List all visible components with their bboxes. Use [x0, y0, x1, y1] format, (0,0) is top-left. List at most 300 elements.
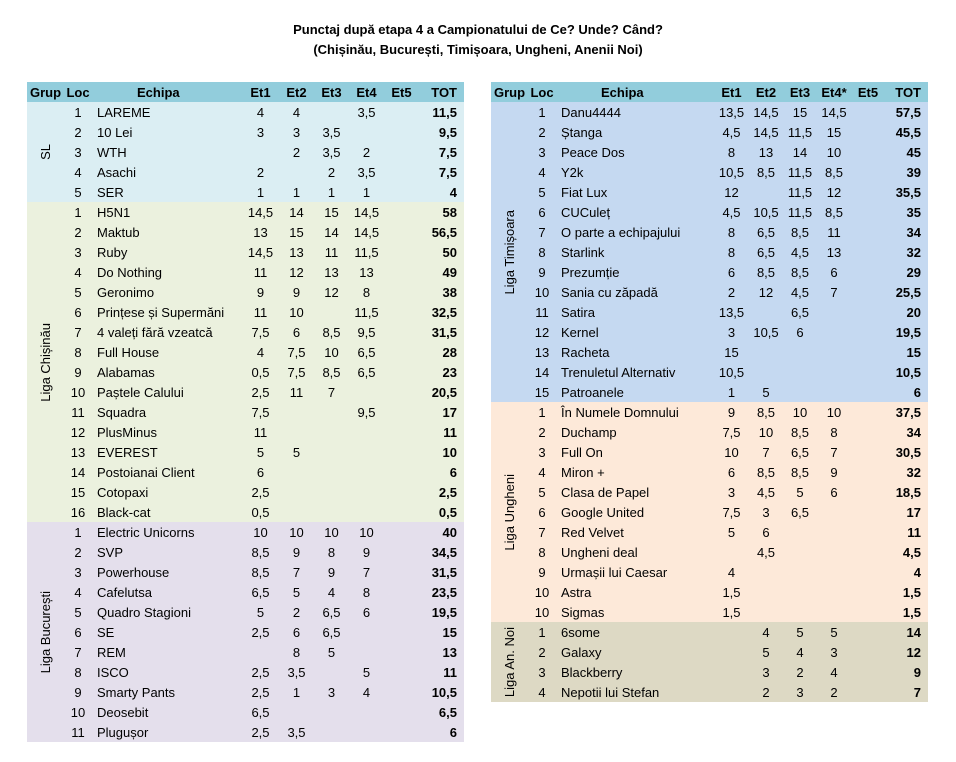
- cell-et4: 15: [817, 122, 851, 142]
- cell-et3: 3,5: [314, 122, 349, 142]
- cell-et4: 6,5: [349, 342, 384, 362]
- cell-team: Satira: [556, 302, 714, 322]
- cell-et1: 4,5: [714, 202, 749, 222]
- cell-et4: 1: [349, 182, 384, 202]
- cell-et2: 3: [749, 662, 783, 682]
- cell-et2: 4,5: [749, 482, 783, 502]
- table-row: [491, 642, 928, 662]
- cell-et1: 2,5: [242, 622, 279, 642]
- left-header-row: [27, 82, 464, 102]
- cell-loc: 14: [528, 362, 556, 382]
- cell-tot: 1,5: [885, 582, 928, 602]
- table-row: [491, 582, 928, 602]
- cell-loc: 1: [528, 402, 556, 422]
- cell-et5: [851, 102, 885, 122]
- cell-tot: 1,5: [885, 602, 928, 622]
- cell-et4: 8,5: [817, 162, 851, 182]
- cell-tot: 13: [419, 642, 464, 662]
- cell-loc: 2: [64, 222, 92, 242]
- cell-tot: 19,5: [885, 322, 928, 342]
- cell-et3: 8,5: [783, 262, 817, 282]
- cell-loc: 1: [64, 102, 92, 122]
- left-header-et4: Et4: [349, 82, 384, 102]
- table-row: [27, 182, 464, 202]
- cell-et1: 8: [714, 242, 749, 262]
- cell-team: 10 Lei: [92, 122, 242, 142]
- cell-tot: 2,5: [419, 482, 464, 502]
- cell-et4: 10: [817, 402, 851, 422]
- cell-et4: 9: [349, 542, 384, 562]
- cell-team: Prințese și Supermăni: [92, 302, 242, 322]
- cell-et2: [749, 182, 783, 202]
- cell-et4: [349, 622, 384, 642]
- cell-et2: 3,5: [279, 722, 314, 742]
- table-row: [27, 642, 464, 662]
- cell-et2: 7: [279, 562, 314, 582]
- cell-et4: [817, 382, 851, 402]
- cell-et5: [384, 702, 419, 722]
- cell-et5: [384, 302, 419, 322]
- cell-tot: 29: [885, 262, 928, 282]
- table-row: [27, 402, 464, 422]
- cell-et1: [242, 142, 279, 162]
- cell-et4: 4: [349, 682, 384, 702]
- table-row: [491, 242, 928, 262]
- cell-et1: 8: [714, 222, 749, 242]
- table-row: [491, 622, 928, 642]
- left-header-echipa: Echipa: [92, 82, 242, 102]
- group-label: [491, 622, 528, 702]
- cell-et3: 2: [314, 162, 349, 182]
- cell-et3: 8,5: [783, 422, 817, 442]
- cell-et1: 13,5: [714, 102, 749, 122]
- cell-et5: [384, 622, 419, 642]
- cell-et2: [279, 422, 314, 442]
- cell-et2: 5: [279, 582, 314, 602]
- table-row: [491, 682, 928, 702]
- cell-et3: 13: [314, 262, 349, 282]
- cell-et3: 10: [314, 522, 349, 542]
- cell-loc: 5: [64, 182, 92, 202]
- table-row: [491, 362, 928, 382]
- cell-et4: 11: [817, 222, 851, 242]
- group-label-text: Liga Timișoara: [501, 209, 517, 295]
- cell-loc: 15: [528, 382, 556, 402]
- cell-et2: 9: [279, 542, 314, 562]
- cell-tot: 30,5: [885, 442, 928, 462]
- cell-et3: 3,5: [314, 142, 349, 162]
- cell-et3: [314, 302, 349, 322]
- cell-et3: 8,5: [783, 222, 817, 242]
- cell-et2: [749, 342, 783, 362]
- cell-et5: [384, 142, 419, 162]
- group-label: [491, 402, 528, 622]
- cell-team: Red Velvet: [556, 522, 714, 542]
- cell-team: Trenuletul Alternativ: [556, 362, 714, 382]
- cell-team: Patroanele: [556, 382, 714, 402]
- cell-et2: [749, 362, 783, 382]
- cell-loc: 4: [64, 262, 92, 282]
- cell-et1: 0,5: [242, 362, 279, 382]
- cell-tot: 34: [885, 422, 928, 442]
- table-row: [27, 522, 464, 542]
- cell-loc: 9: [64, 682, 92, 702]
- cell-et4: 7: [817, 282, 851, 302]
- cell-team: În Numele Domnului: [556, 402, 714, 422]
- cell-et3: 8,5: [314, 322, 349, 342]
- cell-tot: 11,5: [419, 102, 464, 122]
- cell-et3: 9: [314, 562, 349, 582]
- cell-et1: [714, 542, 749, 562]
- cell-loc: 3: [64, 242, 92, 262]
- cell-et2: 8,5: [749, 262, 783, 282]
- cell-et3: 4,5: [783, 242, 817, 262]
- cell-et1: [242, 642, 279, 662]
- cell-loc: 10: [528, 602, 556, 622]
- table-row: [491, 342, 928, 362]
- cell-et2: 4: [749, 622, 783, 642]
- cell-team: Black-cat: [92, 502, 242, 522]
- cell-et2: 6,5: [749, 242, 783, 262]
- cell-et1: 2: [242, 162, 279, 182]
- cell-loc: 14: [64, 462, 92, 482]
- left-header-tot: TOT: [419, 82, 464, 102]
- cell-et1: 3: [714, 482, 749, 502]
- cell-team: Alabamas: [92, 362, 242, 382]
- left-header-grup: Grup: [27, 82, 64, 102]
- cell-team: CUCuleț: [556, 202, 714, 222]
- cell-et1: 8,5: [242, 562, 279, 582]
- cell-tot: 14: [885, 622, 928, 642]
- cell-loc: 8: [64, 342, 92, 362]
- cell-et4: [817, 502, 851, 522]
- cell-tot: 17: [419, 402, 464, 422]
- right-header-row: [491, 82, 928, 102]
- cell-et3: [314, 482, 349, 502]
- cell-et2: 4,5: [749, 542, 783, 562]
- cell-et2: [279, 482, 314, 502]
- cell-team: Cotopaxi: [92, 482, 242, 502]
- cell-et3: 14: [783, 142, 817, 162]
- cell-et5: [384, 282, 419, 302]
- group-label-text: Liga Chișinău: [37, 322, 53, 402]
- cell-loc: 12: [64, 422, 92, 442]
- cell-et2: 10,5: [749, 202, 783, 222]
- cell-loc: 2: [64, 542, 92, 562]
- cell-et3: 15: [314, 202, 349, 222]
- cell-team: Duchamp: [556, 422, 714, 442]
- cell-et4: 2: [349, 142, 384, 162]
- cell-loc: 8: [528, 242, 556, 262]
- table-row: [491, 442, 928, 462]
- cell-et5: [384, 522, 419, 542]
- cell-et1: 14,5: [242, 242, 279, 262]
- cell-et1: [714, 622, 749, 642]
- table-row: [491, 662, 928, 682]
- cell-et4: [817, 302, 851, 322]
- cell-et2: 15: [279, 222, 314, 242]
- cell-et5: [851, 242, 885, 262]
- cell-et4: 6: [817, 482, 851, 502]
- cell-tot: 9,5: [419, 122, 464, 142]
- cell-tot: 25,5: [885, 282, 928, 302]
- cell-et1: 6,5: [242, 702, 279, 722]
- cell-et5: [384, 202, 419, 222]
- cell-et1: 6: [714, 262, 749, 282]
- cell-team: O parte a echipajului: [556, 222, 714, 242]
- cell-team: Ruby: [92, 242, 242, 262]
- cell-team: Danu4444: [556, 102, 714, 122]
- cell-loc: 6: [64, 622, 92, 642]
- cell-tot: 11: [885, 522, 928, 542]
- cell-et3: 11,5: [783, 182, 817, 202]
- cell-et4: 6: [349, 602, 384, 622]
- cell-et5: [851, 222, 885, 242]
- cell-et4: 3,5: [349, 162, 384, 182]
- table-row: [27, 582, 464, 602]
- cell-team: Quadro Stagioni: [92, 602, 242, 622]
- cell-et4: [349, 382, 384, 402]
- cell-et4: 3,5: [349, 102, 384, 122]
- cell-et1: 10,5: [714, 162, 749, 182]
- cell-team: ISCO: [92, 662, 242, 682]
- cell-et2: [279, 162, 314, 182]
- cell-et1: 2,5: [242, 382, 279, 402]
- cell-tot: 0,5: [419, 502, 464, 522]
- cell-et3: 12: [314, 282, 349, 302]
- cell-et5: [384, 502, 419, 522]
- cell-et5: [384, 382, 419, 402]
- cell-et4: 9: [817, 462, 851, 482]
- cell-et3: [314, 722, 349, 742]
- cell-loc: 3: [528, 142, 556, 162]
- cell-et5: [384, 122, 419, 142]
- right-header-echipa: Echipa: [556, 82, 714, 102]
- cell-et5: [384, 322, 419, 342]
- cell-et5: [851, 362, 885, 382]
- cell-team: Clasa de Papel: [556, 482, 714, 502]
- cell-tot: 7: [885, 682, 928, 702]
- table-row: [491, 102, 928, 122]
- table-row: [27, 142, 464, 162]
- cell-et3: [314, 102, 349, 122]
- cell-team: Prezumție: [556, 262, 714, 282]
- cell-et4: [817, 542, 851, 562]
- table-row: [491, 542, 928, 562]
- cell-et1: 6: [242, 462, 279, 482]
- cell-team: Nepotii lui Stefan: [556, 682, 714, 702]
- cell-et5: [851, 322, 885, 342]
- cell-et3: 8: [314, 542, 349, 562]
- cell-team: SER: [92, 182, 242, 202]
- cell-et1: 10: [714, 442, 749, 462]
- table-row: [491, 502, 928, 522]
- cell-et1: 8,5: [242, 542, 279, 562]
- cell-et5: [384, 162, 419, 182]
- cell-et3: [783, 562, 817, 582]
- cell-et5: [384, 182, 419, 202]
- cell-et1: 0,5: [242, 502, 279, 522]
- cell-et2: [279, 462, 314, 482]
- cell-et5: [851, 122, 885, 142]
- cell-et5: [384, 362, 419, 382]
- cell-team: Astra: [556, 582, 714, 602]
- cell-loc: 8: [64, 662, 92, 682]
- cell-team: Galaxy: [556, 642, 714, 662]
- cell-tot: 23,5: [419, 582, 464, 602]
- cell-loc: 10: [64, 702, 92, 722]
- cell-et5: [384, 422, 419, 442]
- cell-et4: 6,5: [349, 362, 384, 382]
- cell-et3: 5: [783, 622, 817, 642]
- cell-et2: 7: [749, 442, 783, 462]
- cell-tot: 7,5: [419, 162, 464, 182]
- cell-tot: 9: [885, 662, 928, 682]
- table-row: [27, 362, 464, 382]
- table-row: [491, 322, 928, 342]
- cell-team: Sigmas: [556, 602, 714, 622]
- cell-tot: 32: [885, 462, 928, 482]
- cell-team: Asachi: [92, 162, 242, 182]
- cell-team: Full House: [92, 342, 242, 362]
- cell-et3: 6: [783, 322, 817, 342]
- cell-et5: [851, 602, 885, 622]
- cell-team: Racheta: [556, 342, 714, 362]
- table-row: [27, 242, 464, 262]
- cell-team: Urmașii lui Caesar: [556, 562, 714, 582]
- cell-et2: 3: [279, 122, 314, 142]
- cell-et4: 14,5: [349, 202, 384, 222]
- table-row: [27, 202, 464, 222]
- table-row: [27, 682, 464, 702]
- cell-team: 6some: [556, 622, 714, 642]
- cell-et1: 1: [242, 182, 279, 202]
- cell-et3: [783, 542, 817, 562]
- cell-et3: [314, 402, 349, 422]
- cell-loc: 6: [528, 202, 556, 222]
- cell-et4: 9,5: [349, 322, 384, 342]
- cell-et1: 1: [714, 382, 749, 402]
- cell-et5: [384, 242, 419, 262]
- cell-tot: 31,5: [419, 562, 464, 582]
- cell-et4: 5: [817, 622, 851, 642]
- group-label: [27, 522, 64, 742]
- cell-et2: 3,5: [279, 662, 314, 682]
- cell-et1: 10: [242, 522, 279, 542]
- cell-tot: 45,5: [885, 122, 928, 142]
- cell-et3: 4: [314, 582, 349, 602]
- right-header-et4: Et4*: [817, 82, 851, 102]
- cell-tot: 6: [419, 722, 464, 742]
- cell-loc: 5: [528, 482, 556, 502]
- cell-et5: [851, 162, 885, 182]
- cell-et3: 2: [783, 662, 817, 682]
- group-label-text: Liga București: [37, 590, 53, 674]
- cell-et3: 11: [314, 242, 349, 262]
- right-header-et2: Et2: [749, 82, 783, 102]
- cell-et4: [817, 562, 851, 582]
- cell-loc: 7: [64, 322, 92, 342]
- group-label: [27, 202, 64, 522]
- cell-et4: 8: [349, 582, 384, 602]
- cell-et2: 10,5: [749, 322, 783, 342]
- cell-team: Y2k: [556, 162, 714, 182]
- cell-et5: [851, 662, 885, 682]
- cell-et5: [851, 382, 885, 402]
- cell-team: Maktub: [92, 222, 242, 242]
- cell-et1: 7,5: [242, 322, 279, 342]
- cell-et3: 6,5: [783, 442, 817, 462]
- cell-et3: [783, 382, 817, 402]
- cell-et3: 3: [783, 682, 817, 702]
- cell-et4: [817, 342, 851, 362]
- cell-et2: 5: [749, 382, 783, 402]
- cell-tot: 15: [419, 622, 464, 642]
- cell-loc: 4: [528, 162, 556, 182]
- cell-et2: 5: [279, 442, 314, 462]
- table-row: [27, 602, 464, 622]
- cell-et1: 9: [714, 402, 749, 422]
- cell-et1: 6,5: [242, 582, 279, 602]
- cell-loc: 1: [528, 102, 556, 122]
- cell-team: Cafelutsa: [92, 582, 242, 602]
- cell-tot: 6: [885, 382, 928, 402]
- table-row: [491, 482, 928, 502]
- cell-et2: [279, 402, 314, 422]
- cell-et4: 8,5: [817, 202, 851, 222]
- cell-et3: 5: [783, 482, 817, 502]
- table-row: [491, 222, 928, 242]
- cell-et1: 3: [242, 122, 279, 142]
- cell-et1: [714, 662, 749, 682]
- cell-tot: 12: [885, 642, 928, 662]
- cell-loc: 11: [528, 302, 556, 322]
- cell-et5: [384, 402, 419, 422]
- cell-et5: [384, 562, 419, 582]
- cell-loc: 3: [64, 562, 92, 582]
- cell-et5: [851, 282, 885, 302]
- cell-et2: 3: [749, 502, 783, 522]
- cell-et3: [783, 362, 817, 382]
- table-row: [27, 662, 464, 682]
- cell-et2: [749, 302, 783, 322]
- cell-et4: 4: [817, 662, 851, 682]
- cell-et2: 5: [749, 642, 783, 662]
- cell-loc: 12: [528, 322, 556, 342]
- cell-tot: 28: [419, 342, 464, 362]
- cell-et3: [314, 422, 349, 442]
- cell-et4: 11,5: [349, 242, 384, 262]
- cell-et2: 13: [749, 142, 783, 162]
- cell-et2: [749, 562, 783, 582]
- cell-et4: [817, 362, 851, 382]
- cell-et3: 3: [314, 682, 349, 702]
- cell-et1: 1,5: [714, 602, 749, 622]
- cell-et4: [817, 522, 851, 542]
- cell-et3: 11,5: [783, 122, 817, 142]
- cell-et5: [384, 722, 419, 742]
- cell-team: H5N1: [92, 202, 242, 222]
- cell-et1: 2: [714, 282, 749, 302]
- cell-et1: 4: [242, 102, 279, 122]
- cell-et2: 9: [279, 282, 314, 302]
- cell-tot: 4,5: [885, 542, 928, 562]
- cell-loc: 7: [528, 222, 556, 242]
- cell-et1: 4: [242, 342, 279, 362]
- cell-et5: [384, 442, 419, 462]
- cell-et2: 10: [279, 302, 314, 322]
- cell-et4: [349, 642, 384, 662]
